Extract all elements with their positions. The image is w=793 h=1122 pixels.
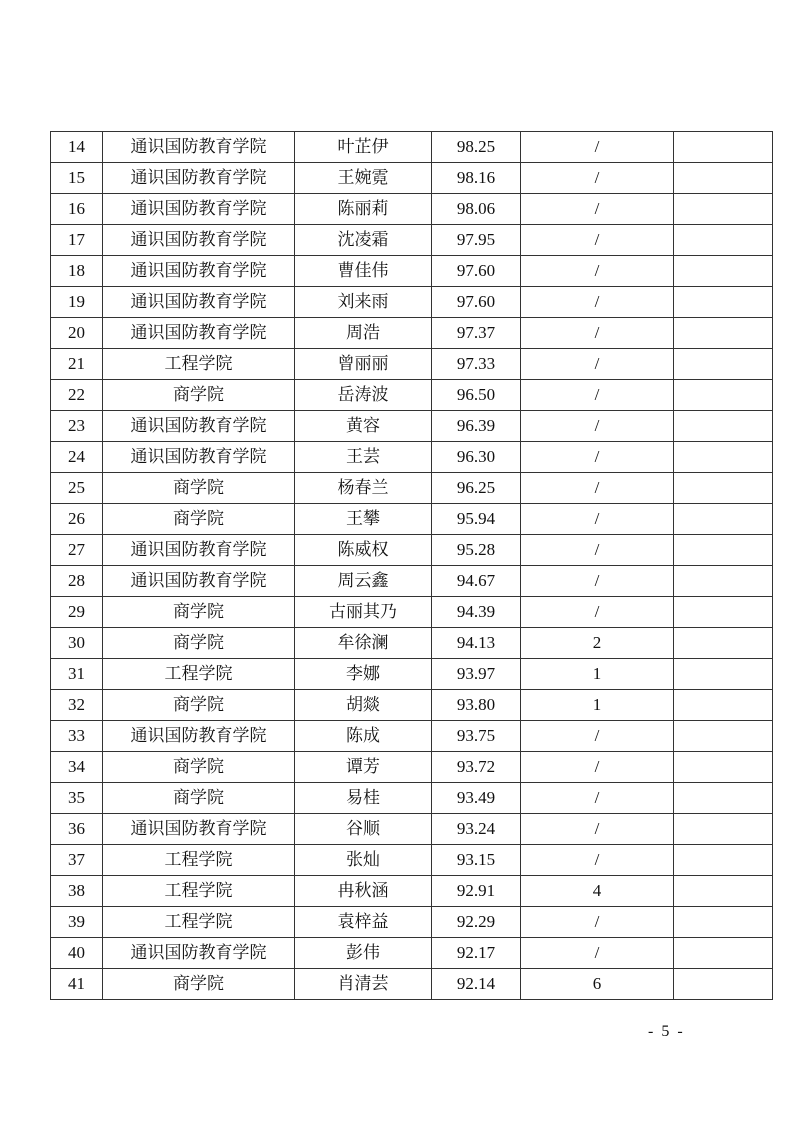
college-cell: 工程学院	[103, 845, 295, 876]
note-cell	[674, 473, 773, 504]
row-number-cell: 30	[51, 628, 103, 659]
student-name-cell: 李娜	[295, 659, 432, 690]
college-cell: 商学院	[103, 380, 295, 411]
note-cell	[674, 380, 773, 411]
row-number-cell: 23	[51, 411, 103, 442]
row-number-cell: 18	[51, 256, 103, 287]
table-row	[51, 442, 773, 473]
score-cell: 97.33	[432, 349, 521, 380]
student-table	[50, 131, 773, 1000]
note-cell	[674, 814, 773, 845]
row-number-cell: 19	[51, 287, 103, 318]
student-name-cell: 陈丽莉	[295, 194, 432, 225]
student-name-cell: 古丽其乃	[295, 597, 432, 628]
row-number-cell: 27	[51, 535, 103, 566]
rank-cell: /	[521, 256, 674, 287]
table-row	[51, 380, 773, 411]
row-number-cell: 40	[51, 938, 103, 969]
table-row	[51, 349, 773, 380]
table-row	[51, 194, 773, 225]
rank-cell: /	[521, 132, 674, 163]
college-cell: 商学院	[103, 504, 295, 535]
row-number-cell: 33	[51, 721, 103, 752]
note-cell	[674, 287, 773, 318]
table-row	[51, 814, 773, 845]
student-name-cell: 岳涛波	[295, 380, 432, 411]
score-cell: 96.25	[432, 473, 521, 504]
rank-cell: /	[521, 814, 674, 845]
college-cell: 通识国防教育学院	[103, 442, 295, 473]
rank-cell: 1	[521, 690, 674, 721]
score-cell: 97.37	[432, 318, 521, 349]
college-cell: 通识国防教育学院	[103, 318, 295, 349]
note-cell	[674, 783, 773, 814]
note-cell	[674, 566, 773, 597]
score-cell: 98.16	[432, 163, 521, 194]
note-cell	[674, 659, 773, 690]
table-body	[51, 132, 773, 1000]
table-row	[51, 752, 773, 783]
student-name-cell: 陈威权	[295, 535, 432, 566]
rank-cell: /	[521, 225, 674, 256]
table-row	[51, 566, 773, 597]
college-cell: 商学院	[103, 597, 295, 628]
score-cell: 92.91	[432, 876, 521, 907]
student-name-cell: 牟徐澜	[295, 628, 432, 659]
score-cell: 92.29	[432, 907, 521, 938]
student-name-cell: 杨春兰	[295, 473, 432, 504]
student-name-cell: 王芸	[295, 442, 432, 473]
college-cell: 通识国防教育学院	[103, 721, 295, 752]
college-cell: 通识国防教育学院	[103, 411, 295, 442]
note-cell	[674, 225, 773, 256]
student-name-cell: 彭伟	[295, 938, 432, 969]
table-row	[51, 876, 773, 907]
note-cell	[674, 194, 773, 225]
table-row	[51, 907, 773, 938]
note-cell	[674, 411, 773, 442]
score-cell: 93.72	[432, 752, 521, 783]
rank-cell: /	[521, 349, 674, 380]
row-number-cell: 34	[51, 752, 103, 783]
table-row	[51, 690, 773, 721]
rank-cell: /	[521, 163, 674, 194]
rank-cell: /	[521, 473, 674, 504]
table-row	[51, 938, 773, 969]
note-cell	[674, 690, 773, 721]
student-name-cell: 王婉霓	[295, 163, 432, 194]
note-cell	[674, 876, 773, 907]
score-cell: 95.28	[432, 535, 521, 566]
table-row	[51, 411, 773, 442]
student-name-cell: 黄容	[295, 411, 432, 442]
row-number-cell: 24	[51, 442, 103, 473]
row-number-cell: 22	[51, 380, 103, 411]
student-name-cell: 刘来雨	[295, 287, 432, 318]
note-cell	[674, 752, 773, 783]
table-row	[51, 504, 773, 535]
row-number-cell: 15	[51, 163, 103, 194]
score-cell: 95.94	[432, 504, 521, 535]
rank-cell: 2	[521, 628, 674, 659]
score-cell: 94.13	[432, 628, 521, 659]
table-row	[51, 535, 773, 566]
table-row	[51, 132, 773, 163]
rank-cell: /	[521, 907, 674, 938]
student-name-cell: 胡燚	[295, 690, 432, 721]
note-cell	[674, 628, 773, 659]
student-name-cell: 袁梓益	[295, 907, 432, 938]
student-name-cell: 陈成	[295, 721, 432, 752]
table-row	[51, 783, 773, 814]
rank-cell: /	[521, 597, 674, 628]
row-number-cell: 14	[51, 132, 103, 163]
row-number-cell: 32	[51, 690, 103, 721]
note-cell	[674, 163, 773, 194]
college-cell: 商学院	[103, 783, 295, 814]
row-number-cell: 31	[51, 659, 103, 690]
student-name-cell: 谭芳	[295, 752, 432, 783]
rank-cell: /	[521, 752, 674, 783]
row-number-cell: 16	[51, 194, 103, 225]
rank-cell: 4	[521, 876, 674, 907]
row-number-cell: 21	[51, 349, 103, 380]
score-cell: 92.14	[432, 969, 521, 1000]
rank-cell: /	[521, 783, 674, 814]
rank-cell: /	[521, 504, 674, 535]
rank-cell: /	[521, 721, 674, 752]
score-cell: 93.80	[432, 690, 521, 721]
row-number-cell: 25	[51, 473, 103, 504]
rank-cell: /	[521, 380, 674, 411]
note-cell	[674, 969, 773, 1000]
note-cell	[674, 535, 773, 566]
score-cell: 93.97	[432, 659, 521, 690]
college-cell: 通识国防教育学院	[103, 535, 295, 566]
row-number-cell: 39	[51, 907, 103, 938]
college-cell: 商学院	[103, 752, 295, 783]
score-cell: 93.75	[432, 721, 521, 752]
rank-cell: 1	[521, 659, 674, 690]
note-cell	[674, 907, 773, 938]
rank-cell: /	[521, 938, 674, 969]
student-name-cell: 周云鑫	[295, 566, 432, 597]
score-cell: 96.39	[432, 411, 521, 442]
score-cell: 98.25	[432, 132, 521, 163]
college-cell: 通识国防教育学院	[103, 938, 295, 969]
student-name-cell: 谷顺	[295, 814, 432, 845]
college-cell: 商学院	[103, 969, 295, 1000]
college-cell: 工程学院	[103, 349, 295, 380]
student-name-cell: 曹佳伟	[295, 256, 432, 287]
student-name-cell: 曾丽丽	[295, 349, 432, 380]
note-cell	[674, 845, 773, 876]
rank-cell: /	[521, 442, 674, 473]
row-number-cell: 41	[51, 969, 103, 1000]
table-row	[51, 845, 773, 876]
student-name-cell: 周浩	[295, 318, 432, 349]
college-cell: 通识国防教育学院	[103, 256, 295, 287]
table-row	[51, 969, 773, 1000]
table-row	[51, 318, 773, 349]
table-row	[51, 163, 773, 194]
college-cell: 商学院	[103, 690, 295, 721]
rank-cell: /	[521, 535, 674, 566]
student-name-cell: 沈凌霜	[295, 225, 432, 256]
score-cell: 94.39	[432, 597, 521, 628]
college-cell: 通识国防教育学院	[103, 814, 295, 845]
score-cell: 96.50	[432, 380, 521, 411]
table-row	[51, 597, 773, 628]
student-name-cell: 冉秋涵	[295, 876, 432, 907]
table-row	[51, 256, 773, 287]
table-row	[51, 287, 773, 318]
score-cell: 92.17	[432, 938, 521, 969]
row-number-cell: 38	[51, 876, 103, 907]
row-number-cell: 17	[51, 225, 103, 256]
score-cell: 93.49	[432, 783, 521, 814]
student-name-cell: 肖清芸	[295, 969, 432, 1000]
note-cell	[674, 597, 773, 628]
college-cell: 工程学院	[103, 659, 295, 690]
college-cell: 工程学院	[103, 907, 295, 938]
row-number-cell: 20	[51, 318, 103, 349]
rank-cell: /	[521, 411, 674, 442]
college-cell: 通识国防教育学院	[103, 194, 295, 225]
score-cell: 97.60	[432, 256, 521, 287]
page-number: - 5 -	[648, 1023, 685, 1040]
row-number-cell: 29	[51, 597, 103, 628]
score-cell: 97.95	[432, 225, 521, 256]
row-number-cell: 37	[51, 845, 103, 876]
college-cell: 商学院	[103, 473, 295, 504]
row-number-cell: 28	[51, 566, 103, 597]
note-cell	[674, 256, 773, 287]
table-row	[51, 659, 773, 690]
student-name-cell: 张灿	[295, 845, 432, 876]
score-cell: 93.15	[432, 845, 521, 876]
college-cell: 通识国防教育学院	[103, 287, 295, 318]
note-cell	[674, 721, 773, 752]
note-cell	[674, 349, 773, 380]
score-cell: 98.06	[432, 194, 521, 225]
rank-cell: /	[521, 194, 674, 225]
row-number-cell: 35	[51, 783, 103, 814]
note-cell	[674, 318, 773, 349]
student-name-cell: 叶芷伊	[295, 132, 432, 163]
note-cell	[674, 504, 773, 535]
note-cell	[674, 938, 773, 969]
table-row	[51, 225, 773, 256]
row-number-cell: 36	[51, 814, 103, 845]
rank-cell: 6	[521, 969, 674, 1000]
student-name-cell: 易桂	[295, 783, 432, 814]
rank-cell: /	[521, 287, 674, 318]
rank-cell: /	[521, 845, 674, 876]
score-cell: 97.60	[432, 287, 521, 318]
score-cell: 93.24	[432, 814, 521, 845]
college-cell: 工程学院	[103, 876, 295, 907]
rank-cell: /	[521, 566, 674, 597]
score-cell: 94.67	[432, 566, 521, 597]
table-row	[51, 628, 773, 659]
student-name-cell: 王攀	[295, 504, 432, 535]
rank-cell: /	[521, 318, 674, 349]
college-cell: 商学院	[103, 628, 295, 659]
college-cell: 通识国防教育学院	[103, 163, 295, 194]
note-cell	[674, 132, 773, 163]
college-cell: 通识国防教育学院	[103, 132, 295, 163]
score-cell: 96.30	[432, 442, 521, 473]
table-row	[51, 721, 773, 752]
row-number-cell: 26	[51, 504, 103, 535]
table-row	[51, 473, 773, 504]
college-cell: 通识国防教育学院	[103, 225, 295, 256]
note-cell	[674, 442, 773, 473]
college-cell: 通识国防教育学院	[103, 566, 295, 597]
